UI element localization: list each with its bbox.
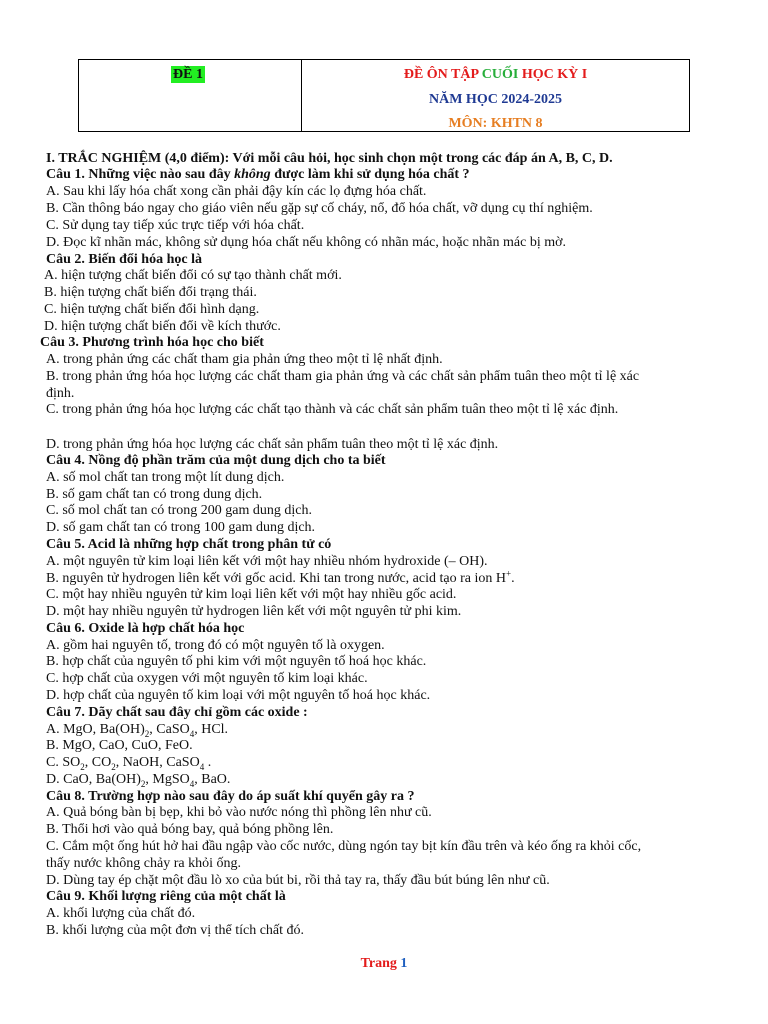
question-4: Câu 4. Nồng độ phần trăm của một dung dịch cho ta biết <box>46 453 386 468</box>
exam-code-label: ĐỀ 1 <box>173 67 203 82</box>
q7-option-b: B. MgO, CaO, CuO, FeO. <box>46 738 193 753</box>
q2-option-b: B. hiện tượng chất biến đổi trạng thái. <box>44 285 257 300</box>
q3-option-d: D. trong phản ứng hóa học lượng các chất sản phẩm tuân theo một tỉ lệ xác định. <box>46 437 499 452</box>
q8-option-c-line1: C. Cắm một ống hút hở hai đầu ngập vào cốc nước, dùng ngón tay bịt kín đầu trên và kéo ống ra khỏi cốc, <box>46 839 642 854</box>
page-word: Trang <box>360 956 397 971</box>
q3-option-c: C. trong phản ứng hóa học lượng các chất tạo thành và các chất sản phẩm tuân theo một tỉ lệ xác định. <box>46 402 619 417</box>
q1-option-a: A. Sau khi lấy hóa chất xong cần phải đậy kín các lọ đựng hóa chất. <box>46 184 427 199</box>
q1-option-b: B. Cần thông báo ngay cho giáo viên nếu gặp sự cố cháy, nổ, đổ hóa chất, vỡ dụng cụ thí nghiệm. <box>46 201 593 216</box>
q5-option-b: B. nguyên tử hydrogen liên kết với gốc acid. Khi tan trong nước, acid tạo ra ion H+. <box>46 568 515 586</box>
subject-label: MÔN: KHTN 8 <box>448 116 543 131</box>
question-7: Câu 7. Dãy chất sau đây chỉ gồm các oxide : <box>46 705 308 720</box>
header-left-cell <box>79 60 302 131</box>
school-year: NĂM HỌC 2024-2025 <box>429 92 562 107</box>
q4-option-c: C. số mol chất tan có trong 200 gam dung dịch. <box>46 503 312 518</box>
q8-option-d: D. Dùng tay ép chặt một đầu lò xo của bút bi, rồi thả tay ra, thấy đầu bút búng lên như cũ. <box>46 873 550 888</box>
q1-option-d: D. Đọc kĩ nhãn mác, không sử dụng hóa chất nếu không có nhãn mác, hoặc nhãn mác bị mờ. <box>46 235 567 250</box>
q2-option-d: D. hiện tượng chất biến đổi về kích thước. <box>44 319 281 334</box>
q4-option-d: D. số gam chất tan có trong 100 gam dung dịch. <box>46 520 316 535</box>
exam-title-part3: HỌC KỲ I <box>518 67 588 82</box>
q2-option-a: A. hiện tượng chất biến đổi có sự tạo thành chất mới. <box>44 268 342 283</box>
question-2: Câu 2. Biến đổi hóa học là <box>46 252 202 267</box>
q8-option-b: B. Thổi hơi vào quả bóng bay, quả bóng phồng lên. <box>46 822 334 837</box>
q6-option-a: A. gồm hai nguyên tố, trong đó có một nguyên tố là oxygen. <box>46 638 385 653</box>
q4-option-a: A. số mol chất tan trong một lít dung dịch. <box>46 470 285 485</box>
exam-title <box>302 66 689 84</box>
q5-option-a: A. một nguyên tử kim loại liên kết với một hay nhiều nhóm hydroxide (– OH). <box>46 554 488 569</box>
section-heading: I. TRẮC NGHIỆM (4,0 điểm): Với mỗi câu hỏi, học sinh chọn một trong các đáp án A, B, C, D. <box>46 151 613 166</box>
q9-option-b: B. khối lượng của một đơn vị thể tích chất đó. <box>46 923 305 938</box>
q3-option-b-line2: định. <box>46 386 75 401</box>
q7-option-a: A. MgO, $Ba(OH)_2$, CaSO$_4$, HCl. <box>46 722 229 739</box>
q6-option-b: B. hợp chất của nguyên tố phi kim với một nguyên tố hoá học khác. <box>46 654 427 669</box>
exam-title-part2: CUỐI <box>481 67 519 82</box>
exam-title-part1: ĐỀ ÔN TẬP <box>403 67 482 82</box>
question-3: Câu 3. Phương trình hóa học cho biết <box>40 335 264 350</box>
q3-option-a: A. trong phản ứng các chất tham gia phản ứng theo một tỉ lệ nhất định. <box>46 352 443 367</box>
page-footer <box>0 956 768 972</box>
page-number: 1 <box>400 956 408 971</box>
question-8: Câu 8. Trường hợp nào sau đây do áp suất khí quyển gây ra ? <box>46 789 415 804</box>
q7-option-d: D. CaO, $Ba(OH)_2$, MgSO$_4$, BaO. <box>46 772 231 789</box>
q9-option-a: A. khối lượng của chất đó. <box>46 906 196 921</box>
q6-option-d: D. hợp chất của nguyên tố kim loại với một nguyên tố hoá học khác. <box>46 688 431 703</box>
q8-option-c-line2: thấy nước không chảy ra khỏi ống. <box>46 856 242 871</box>
question-6: Câu 6. Oxide là hợp chất hóa học <box>46 621 245 636</box>
question-9: Câu 9. Khối lượng riêng của một chất là <box>46 889 286 904</box>
question-5: Câu 5. Acid là những hợp chất trong phân tử có <box>46 537 332 552</box>
header-right-cell <box>302 60 689 131</box>
q5-option-d: D. một hay nhiều nguyên tử hydrogen liên kết với một nguyên tử phi kim. <box>46 604 462 619</box>
header-table <box>78 59 690 132</box>
q5-option-c: C. một hay nhiều nguyên tử kim loại liên kết với một hay nhiều gốc acid. <box>46 587 457 602</box>
q3-option-b-line1: B. trong phản ứng hóa học lượng các chất tham gia phản ứng và các chất sản phẩm tuân theo một tỉ lệ xác <box>46 369 640 384</box>
q4-option-b: B. số gam chất tan có trong dung dịch. <box>46 487 263 502</box>
q2-option-c: C. hiện tượng chất biến đổi hình dạng. <box>44 302 260 317</box>
q7-option-c: C. $SO_2$, $CO_2$, NaOH, CaSO$_4$ . <box>46 755 212 772</box>
q8-option-a: A. Quả bóng bàn bị bẹp, khi bỏ vào nước nóng thì phồng lên như cũ. <box>46 805 432 820</box>
question-1: Câu 1. Những việc nào sau đây không được làm khi sử dụng hóa chất ? <box>46 167 470 182</box>
q6-option-c: C. hợp chất của oxygen với một nguyên tố kim loại khác. <box>46 671 368 686</box>
q1-option-c: C. Sử dụng tay tiếp xúc trực tiếp với hóa chất. <box>46 218 305 233</box>
